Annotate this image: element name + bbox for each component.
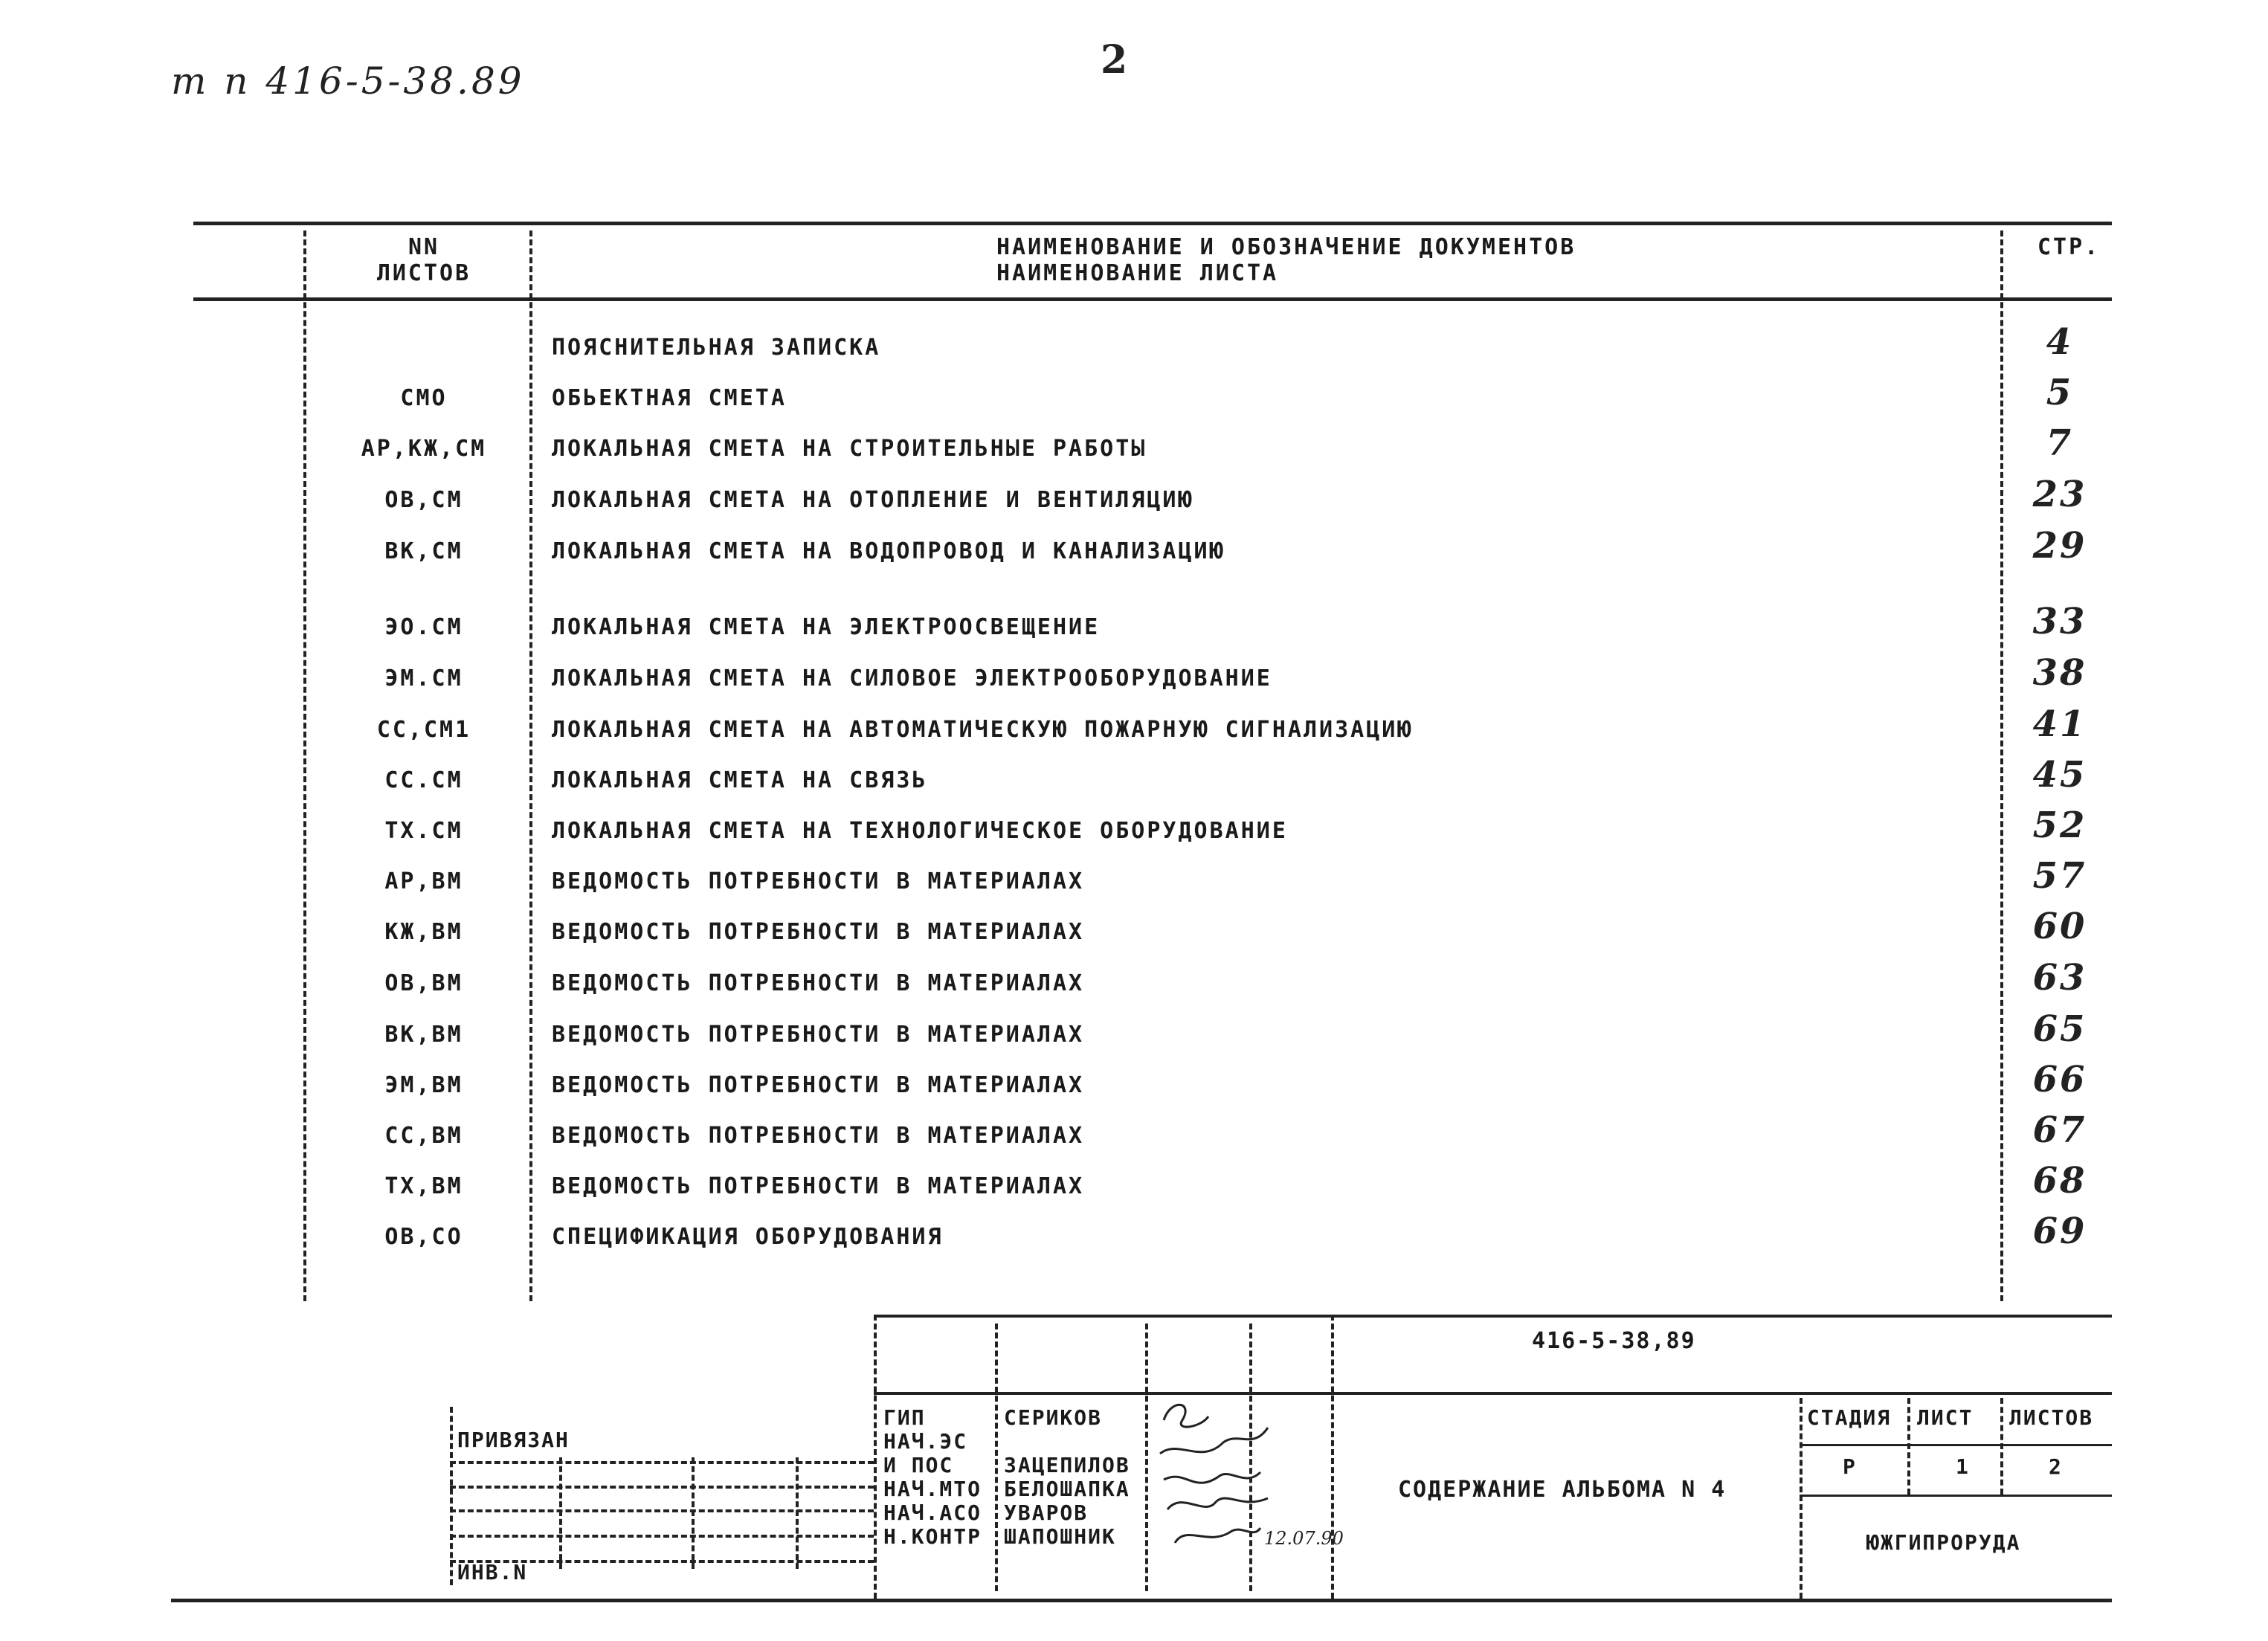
- privyazan-v2: [559, 1457, 562, 1569]
- stamp-v3: [1145, 1324, 1148, 1591]
- name-serikov: СЕРИКОВ: [1004, 1405, 1103, 1430]
- row-page: 66: [2032, 1059, 2087, 1100]
- role-nach-aso: НАЧ.АСО: [883, 1500, 982, 1525]
- row-title: ЛОКАЛЬНАЯ СМЕТА НА ВОДОПРОВОД И КАНАЛИЗАЦИЮ: [552, 538, 1225, 564]
- stamp-top-rule: [874, 1315, 2112, 1318]
- row-page: 7: [2046, 422, 2074, 464]
- row-title: ПОЯСНИТЕЛЬНАЯ ЗАПИСКА: [552, 335, 881, 361]
- role-n-kontr: Н.КОНТР: [883, 1524, 982, 1549]
- role-gip: ГИП: [883, 1405, 926, 1430]
- col-header-title-2: НАИМЕНОВАНИЕ ЛИСТА: [996, 260, 1279, 286]
- row-code: ТХ.СМ: [384, 818, 463, 844]
- stamp-v7: [1907, 1398, 1910, 1495]
- row-page: 45: [2032, 754, 2087, 796]
- sheets-value: 2: [2049, 1454, 2063, 1479]
- row-code: АР,КЖ,СМ: [361, 436, 487, 462]
- role-i-pos: И ПОС: [883, 1453, 954, 1477]
- privyazan-h2: [450, 1486, 874, 1489]
- row-page: 5: [2046, 372, 2074, 413]
- row-code: ТХ,ВМ: [384, 1173, 463, 1199]
- row-code: СС.СМ: [384, 767, 463, 793]
- name-beloshapka: БЕЛОШАПКА: [1004, 1477, 1130, 1501]
- col-divider-code: [529, 230, 532, 1301]
- stamp-v6: [1800, 1398, 1803, 1599]
- row-page: 69: [2032, 1210, 2087, 1252]
- col-divider-left: [303, 230, 306, 1301]
- privyazan-h1: [450, 1461, 874, 1464]
- col-divider-page: [2000, 230, 2003, 1301]
- row-title: ЛОКАЛЬНАЯ СМЕТА НА СИЛОВОЕ ЭЛЕКТРООБОРУДОВАНИЕ: [552, 665, 1272, 691]
- col-header-page: СТР.: [2037, 234, 2101, 260]
- row-code: СМО: [400, 385, 448, 411]
- privyazan-h3: [450, 1509, 874, 1512]
- row-page: 67: [2032, 1109, 2087, 1151]
- row-code: ЭМ,ВМ: [384, 1072, 463, 1098]
- row-title: ВЕДОМОСТЬ ПОТРЕБНОСТИ В МАТЕРИАЛАХ: [552, 868, 1085, 894]
- row-title: ЛОКАЛЬНАЯ СМЕТА НА СВЯЗЬ: [552, 767, 928, 793]
- stamp-mid-rule: [874, 1392, 2112, 1395]
- name-zatsepilov: ЗАЦЕПИЛОВ: [1004, 1453, 1130, 1477]
- role-nach-mto: НАЧ.МТО: [883, 1477, 982, 1501]
- row-page: 4: [2046, 321, 2074, 363]
- row-page: 60: [2032, 906, 2087, 947]
- inv-n-label: ИНВ.N: [457, 1560, 528, 1584]
- row-code: СС,СМ1: [376, 717, 471, 743]
- row-title: ЛОКАЛЬНАЯ СМЕТА НА ТЕХНОЛОГИЧЕСКОЕ ОБОРУДОВАНИЕ: [552, 818, 1288, 844]
- row-page: 33: [2032, 601, 2087, 642]
- sheet-label: ЛИСТ: [1917, 1405, 1974, 1430]
- row-page: 41: [2032, 703, 2087, 745]
- row-page: 68: [2032, 1160, 2087, 1202]
- row-code: ОВ,ВМ: [384, 970, 463, 996]
- privyazan-v1: [450, 1407, 453, 1585]
- row-page: 65: [2032, 1008, 2087, 1050]
- stamp-designation: 416-5-38,89: [1532, 1328, 1696, 1354]
- stamp-v8: [2000, 1398, 2003, 1495]
- row-code: ЭМ.СМ: [384, 665, 463, 691]
- stamp-doc-title: СОДЕРЖАНИЕ АЛЬБОМА N 4: [1398, 1477, 1727, 1503]
- name-uvarov: УВАРОВ: [1004, 1500, 1089, 1525]
- row-page: 38: [2032, 652, 2087, 694]
- page-number: 2: [1101, 37, 1128, 83]
- row-page: 52: [2032, 805, 2087, 846]
- stamp-v5: [1331, 1315, 1334, 1599]
- stamp-stage-rule-2: [1800, 1495, 2112, 1497]
- row-code: ВК,ВМ: [384, 1022, 463, 1048]
- sheets-label: ЛИСТОВ: [2009, 1405, 2094, 1430]
- col-header-sheets-2: ЛИСТОВ: [376, 260, 471, 286]
- row-title: ЛОКАЛЬНАЯ СМЕТА НА СТРОИТЕЛЬНЫЕ РАБОТЫ: [552, 436, 1147, 462]
- row-page: 63: [2032, 957, 2087, 999]
- row-code: КЖ,ВМ: [384, 919, 463, 945]
- stamp-stage-rule: [1800, 1444, 2112, 1446]
- row-title: ВЕДОМОСТЬ ПОТРЕБНОСТИ В МАТЕРИАЛАХ: [552, 1123, 1085, 1149]
- row-code: ЭО.СМ: [384, 614, 463, 640]
- row-title: ВЕДОМОСТЬ ПОТРЕБНОСТИ В МАТЕРИАЛАХ: [552, 1072, 1085, 1098]
- privyazan-h4: [450, 1535, 874, 1538]
- row-code: ОВ,СО: [384, 1224, 463, 1250]
- approval-date: 12.07.90: [1264, 1528, 1344, 1549]
- row-code: ВК,СМ: [384, 538, 463, 564]
- stamp-v2: [995, 1324, 998, 1591]
- row-code: АР,ВМ: [384, 868, 463, 894]
- row-title: ЛОКАЛЬНАЯ СМЕТА НА ЭЛЕКТРООСВЕЩЕНИЕ: [552, 614, 1101, 640]
- row-title: ЛОКАЛЬНАЯ СМЕТА НА АВТОМАТИЧЕСКУЮ ПОЖАРНУЮ СИГНАЛИЗАЦИЮ: [552, 717, 1414, 743]
- stamp-v1: [874, 1315, 877, 1599]
- row-code: ОВ,СМ: [384, 487, 463, 513]
- row-page: 57: [2032, 855, 2087, 897]
- privyazan-v3: [692, 1457, 695, 1569]
- doc-code: т п 416-5-38.89: [171, 59, 525, 103]
- row-title: ВЕДОМОСТЬ ПОТРЕБНОСТИ В МАТЕРИАЛАХ: [552, 919, 1085, 945]
- role-nach-es: НАЧ.ЭС: [883, 1429, 968, 1454]
- stamp-bottom-rule: [171, 1599, 2112, 1602]
- row-page: 23: [2032, 474, 2087, 515]
- col-header-sheets-1: NN: [407, 234, 440, 260]
- row-page: 29: [2032, 525, 2087, 567]
- table-top-rule: [193, 222, 2112, 225]
- row-title: ВЕДОМОСТЬ ПОТРЕБНОСТИ В МАТЕРИАЛАХ: [552, 1173, 1085, 1199]
- header-bottom-rule: [193, 297, 2112, 301]
- row-title: ВЕДОМОСТЬ ПОТРЕБНОСТИ В МАТЕРИАЛАХ: [552, 970, 1085, 996]
- row-title: ОБЬЕКТНАЯ СМЕТА: [552, 385, 787, 411]
- organization: ЮЖГИПРОРУДА: [1866, 1530, 2021, 1555]
- privyazan-label: ПРИВЯЗАН: [457, 1428, 570, 1452]
- privyazan-v4: [796, 1457, 799, 1569]
- name-shaposhnik: ШАПОШНИК: [1004, 1524, 1116, 1549]
- col-header-title-1: НАИМЕНОВАНИЕ И ОБОЗНАЧЕНИЕ ДОКУМЕНТОВ: [996, 234, 1576, 260]
- row-title: ВЕДОМОСТЬ ПОТРЕБНОСТИ В МАТЕРИАЛАХ: [552, 1022, 1085, 1048]
- sheet-value: 1: [1956, 1454, 1970, 1479]
- row-title: ЛОКАЛЬНАЯ СМЕТА НА ОТОПЛЕНИЕ И ВЕНТИЛЯЦИЮ: [552, 487, 1194, 513]
- row-code: СС,ВМ: [384, 1123, 463, 1149]
- stage-value: Р: [1843, 1454, 1857, 1479]
- stage-label: СТАДИЯ: [1807, 1405, 1892, 1430]
- row-title: СПЕЦИФИКАЦИЯ ОБОРУДОВАНИЯ: [552, 1224, 944, 1250]
- signatures-graphic: [1149, 1398, 1283, 1561]
